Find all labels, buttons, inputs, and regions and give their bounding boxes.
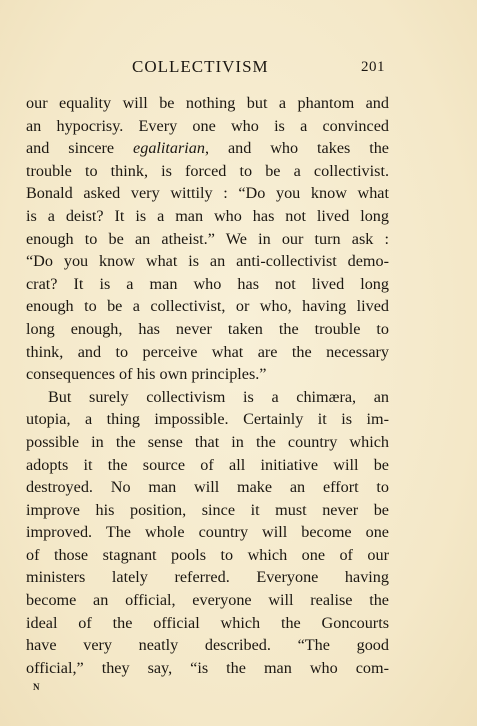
text-line: have very neatly described. “The good [26, 636, 389, 655]
text-line: adopts it the source of all initiative will be [26, 455, 389, 474]
text-line: official,” they say, “is the man who com- [26, 658, 389, 677]
text-line: Bonald asked very wittily : “Do you know what [26, 184, 389, 203]
text-line: enough to be an atheist.” We in our turn ask : [26, 229, 389, 248]
body-text [26, 92, 389, 679]
text-line: think, and to perceive what are the necessary [26, 342, 389, 361]
text-line: ministers lately referred. Everyone having [26, 568, 389, 587]
text-line: of those stagnant pools to which one of our [26, 545, 389, 564]
signature-mark: N [33, 682, 40, 692]
text-line: ideal of the official which the Goncourts [26, 613, 389, 632]
text-line: long enough, has never taken the trouble to [26, 319, 389, 338]
running-head [0, 57, 477, 81]
text-line: become an official, everyone will realise the [26, 591, 389, 610]
text-line: improved. The whole country will become one [26, 523, 389, 542]
text-line: enough to be a collectivist, or who, having lived [26, 297, 389, 316]
text-line: destroyed. No man will make an effort to [26, 478, 389, 497]
text-line: and sincere egalitarian, and who takes the [26, 139, 389, 158]
text-line: consequences of his own principles.” [26, 365, 267, 384]
text-line: But surely collectivism is a chimæra, an [48, 387, 389, 406]
text-line: trouble to think, is forced to be a collectivist. [26, 161, 389, 180]
text-line: is a deist? It is a man who has not lived long [26, 206, 389, 225]
running-title: COLLECTIVISM [132, 57, 269, 76]
text-line: “Do you know what is an anti-collectivist demo- [26, 252, 389, 271]
paragraph [26, 92, 389, 386]
text-line: improve his position, since it must never be [26, 500, 389, 519]
page-number: 201 [361, 59, 385, 75]
text-line: utopia, a thing impossible. Certainly it is im- [26, 410, 389, 429]
text-line: our equality will be nothing but a phantom and [26, 94, 389, 112]
paragraph [26, 386, 389, 680]
text-line: crat? It is a man who has not lived long [26, 274, 389, 293]
text-line: an hypocrisy. Every one who is a convinced [26, 116, 389, 135]
text-line: possible in the sense that in the country which [26, 432, 389, 451]
